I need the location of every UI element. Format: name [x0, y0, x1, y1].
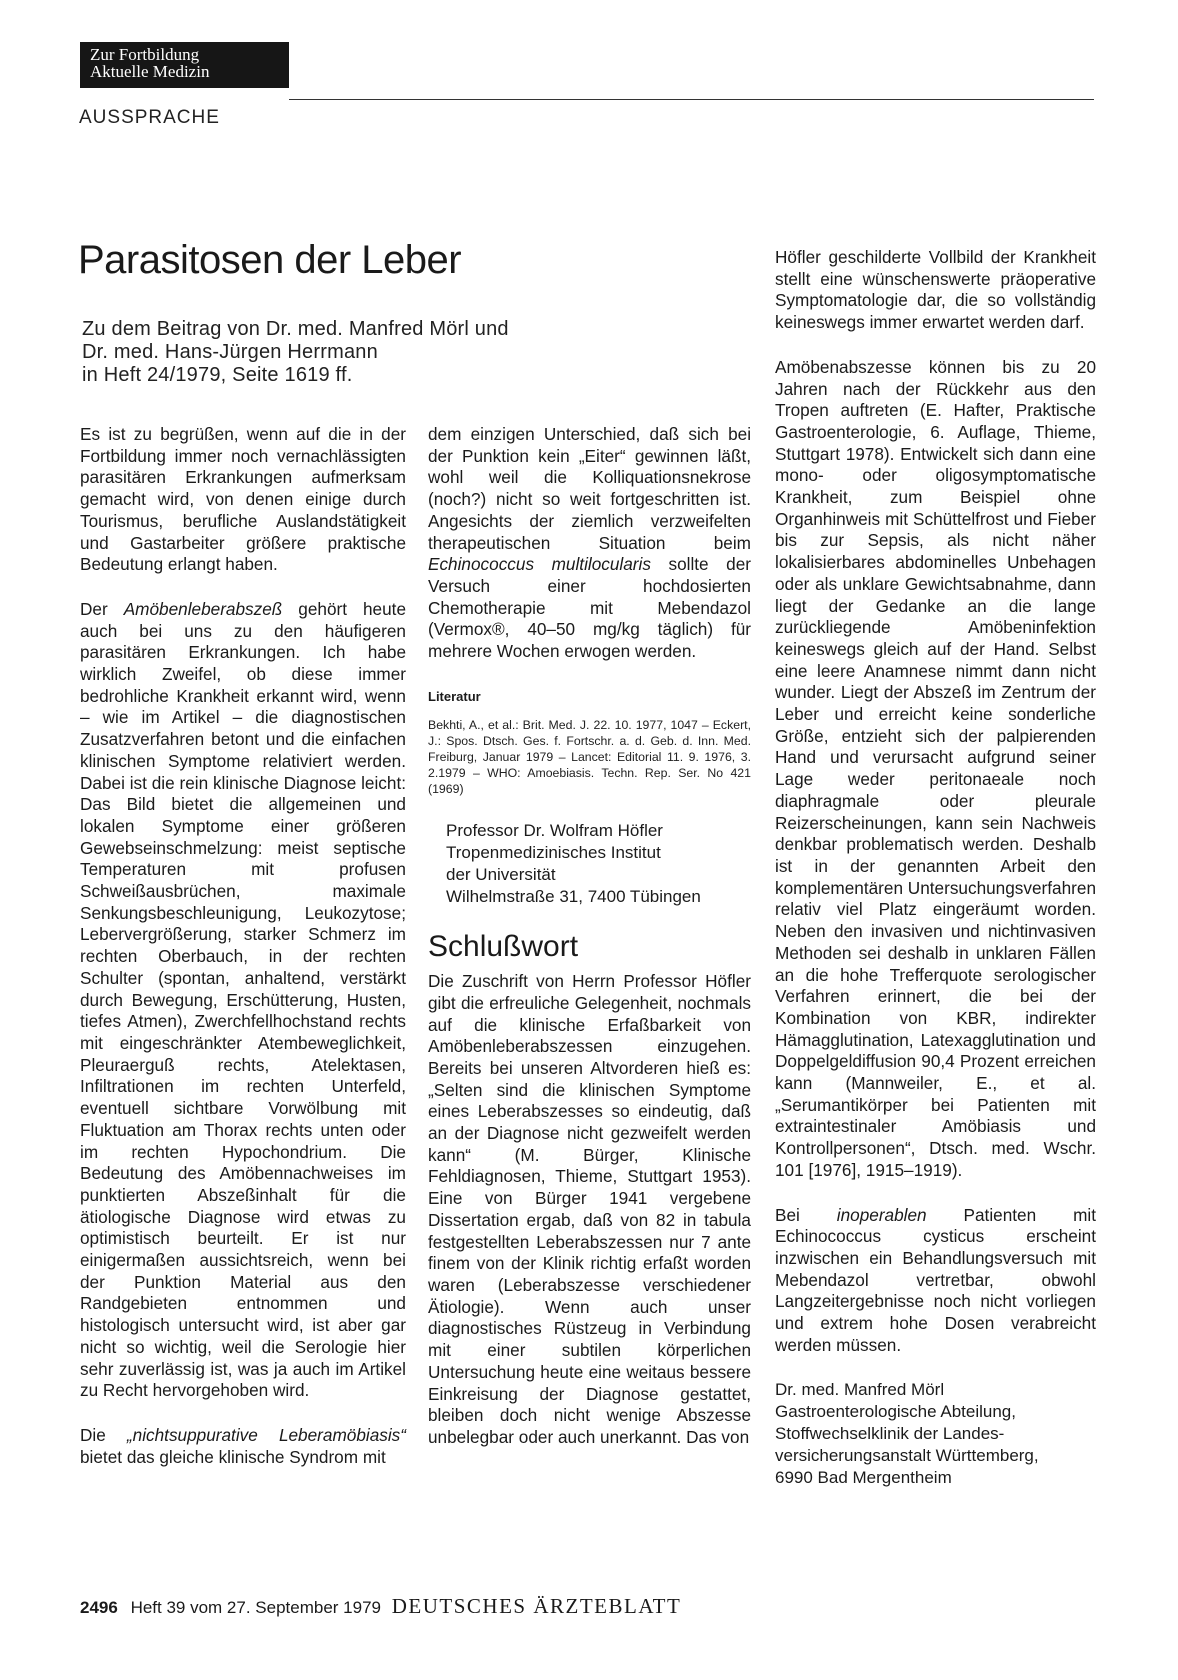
reply-paragraph-1: Die Zuschrift von Herrn Professor Höfler gibt die erfreuliche Gelegenheit, nochmals auf die klinische Erfaßbarkeit von Amöbenleberabszessen einzugehen. Bereits bei unseren Altvorderen hieß es: „Selten sind die klinischen Symptome eines Leberabszesses so eindeutig, daß an der Diagnose nicht gezweifelt werden kann“ (M. Bürger, Klinische Fehldiagnosen, Thieme, Stuttgart 1953). Eine von Bürger 1941 vergebene Dissertation ergab, daß von 82 in tabula festgestellten Leberabszessen nur 7 ante finem von der Klinik richtig erfaßt worden waren (Leberabszesse verschiedener Ätiologie). Wenn auch unser diagnostisches Rüstzeug in Verbindung mit einer subtilen körperlichen Untersuchung heute eine weitaus bessere Einkreisung der Diagnose gestattet, bleiben doch nicht wenige Abszesse unbelegbar oder auch unerkannt. Das von — [428, 971, 752, 1447]
header-rule — [289, 99, 1094, 100]
page-number: 2496 — [80, 1598, 118, 1617]
literature-heading: Literatur — [428, 688, 481, 704]
section-label: AUSSPRACHE — [79, 107, 220, 128]
column-2 — [428, 424, 751, 1472]
emphasis: inoperablen — [836, 1204, 927, 1225]
address-line: Tropenmedizinisches Institut — [446, 843, 661, 863]
signature-line: 6990 Bad Mergentheim — [775, 1468, 952, 1488]
letter-paragraph-3-continued: dem einzigen Unterschied, daß sich bei der Punktion kein „Eiter“ gewinnen läßt, wohl weil die Kolliquationsnekrose (noch?) nicht so weit fortgeschritten ist. Angesichts der ziemlich verzweifelten therapeutischen Situation beim Echinococcus multilocularis sollte der Versuch einer hochdosierten Chemotherapie mit Mebendazol (Vermox®, 40–50 mg/kg täglich) für mehrere Wochen erwogen werden. — [428, 424, 752, 662]
letter-paragraph-2: Der Amöbenleberabszeß gehört heute auch bei uns zu den häufigeren parasitären Erkrankungen. Ich habe wirklich Zweifel, ob diese immer bedrohliche Krankheit erkannt wird, wenn – wie im Artikel – die diagnostischen Zusatzverfahren betont und die einfachen klinischen Symptome relativiert werden. Dabei ist die rein klinische Diagnose leicht: Das Bild bietet die allgemeinen und lokalen Symptome einer größeren Gewebseinschmelzung: meist septische Temperaturen mit profusen Schweißausbrüchen, maximale Senkungsbeschleunigung, Leukozytose; Lebervergrößerung, starker Schmerz im rechten Oberbauch, in der rechten Schulter (spontan, anhaltend, verstärkt durch Bewegung, Erschütterung, Husten, tiefes Atmen), Zwerchfellhochstand rechts mit eingeschränkter Atembeweglichkeit, Pleuraerguß rechts, Atelektasen, Infiltrationen im rechten Unterfeld, eventuell sichtbare Vorwölbung mit Fluktuation am Thorax rechts unten oder im rechten Hypochondrium. Die Bedeutung des Amöbennachweises im punktierten Abszeßinhalt für die ätiologische Diagnose wird etwas zu optimistisch beurteilt. Er ist nur einigermaßen aussichtsreich, wenn bei der Punktion Material aus den Randgebieten entnommen und histologisch untersucht wird, ist aber gar nicht so wichtig, weil die Serologie hier sehr zuverlässig ist, was ja auch im Artikel zu Recht hervorgehoben wird. — [80, 598, 406, 1401]
page-footer — [80, 1594, 681, 1619]
badge-line-2: Aktuelle Medizin — [90, 62, 210, 81]
reply-paragraph-2: Amöbenabszesse können bis zu 20 Jahren nach der Rückkehr aus den Tropen auftreten (E. Hafter, Praktische Gastroenterologie, 6. Auflage, Thieme, Stuttgart 1978). Entwickelt sich dann eine mono- oder oligosymptomatische Krankheit, zum Beispiel ohne Organhinweis mit Schüttelfrost und Fieber bis zur Sepsis, als nicht näher lokalisierbares abdominelles Unbehagen oder als unklare Gewichtsabnahme, dann liegt der Gedanke an die lange zurückliegende Amöbeninfektion keineswegs gleich auf der Hand. Selbst eine leere Anamnese nimmt dann nicht wunder. Liegt der Abszeß im Zentrum der Leber und erreicht keine sonderliche Größe, entzieht sich der palpierenden Hand und verursacht aufgrund seiner Lage weder peritonaeale noch diaphragmale oder pleurale Reizerscheinungen, kann sein Nachweis denkbar problematisch werden. Deshalb ist in der genannten Arbeit den komplementären Untersuchungsverfahren relativ viel Platz eingeräumt worden. Neben den invasiven und nichtinvasiven Methoden sei deshalb in unklaren Fällen an die hohe Trefferquote serologischer Verfahren erinnert, die bei der Kombination von KBR, indirekter Hämagglutination, Latexagglutination und Doppelgeldiffusion 90,4 Prozent erreichen kann (Mannweiler, E., et al. „Serumantikörper bei Patienten mit extraintestinaler Amöbiasis und Kontrollpersonen“, Dtsch. med. Wschr. 101 [1976], 1915–1919). — [775, 356, 1097, 1180]
author-address — [428, 820, 751, 908]
letter-paragraph-3: Die „nichtsuppurative Leberamöbiasis“ bietet das gleiche klinische Syndrom mit — [80, 1424, 406, 1467]
signature-line: Stoffwechselklinik der Landes- — [775, 1424, 1005, 1444]
column-1 — [80, 424, 406, 1491]
subtitle-line: Zu dem Beitrag von Dr. med. Manfred Mörl und — [82, 318, 509, 340]
article-title: Parasitosen der Leber — [78, 238, 462, 282]
issue-info: Heft 39 vom 27. September 1979 — [130, 1598, 381, 1617]
subtitle-line: in Heft 24/1979, Seite 1619 ff. — [82, 364, 353, 386]
section-badge — [80, 42, 289, 88]
subtitle-line: Dr. med. Hans-Jürgen Herrmann — [82, 341, 378, 363]
column-3 — [775, 247, 1096, 1489]
address-line: Professor Dr. Wolfram Höfler — [446, 821, 663, 841]
emphasis: Amöbenleberabszeß — [123, 598, 283, 619]
signature-line: versicherungsanstalt Württemberg, — [775, 1446, 1039, 1466]
address-line: der Universität — [446, 865, 556, 885]
badge-line-1: Zur Fortbildung — [90, 45, 200, 64]
article-subtitle — [82, 318, 509, 387]
signature-line: Gastroenterologische Abteilung, — [775, 1402, 1016, 1422]
literature-references: Bekhti, A., et al.: Brit. Med. J. 22. 10. 1977, 1047 – Eckert, J.: Spos. Dtsch. Ges. f. Fortschr. a. d. Geb. d. Inn. Med. Freiburg, Januar 1979 – Lancet: Editorial 11. 9. 1976, 3. 2.1979 – WHO: Amoebiasis. Techn. Rep. Ser. No 421 (1969) — [428, 718, 751, 797]
signature-line: Dr. med. Manfred Mörl — [775, 1380, 945, 1400]
letter-paragraph-1: Es ist zu begrüßen, wenn auf die in der Fortbildung immer noch vernachlässigten parasitären Erkrankungen aufmerksam gemacht wird, von denen einige durch Tourismus, berufliche Auslandstätigkeit und Gastarbeiter größere praktische Bedeutung erlangt haben. — [80, 424, 406, 575]
reply-heading: Schlußwort — [428, 930, 579, 964]
reply-paragraph-1-continued: Höfler geschilderte Vollbild der Krankheit stellt eine wünschenswerte präoperative Symptomatologie dar, die so vollständig keineswegs immer erwartet werden darf. — [775, 247, 1097, 333]
reply-signature — [775, 1379, 1096, 1489]
address-line: Wilhelmstraße 31, 7400 Tübingen — [446, 887, 701, 907]
reply-paragraph-3: Bei inoperablen Patienten mit Echinococcus cysticus erscheint inzwischen ein Behandlungsversuch mit Mebendazol vertretbar, obwohl Langzeitergebnisse noch nicht vorliegen und extrem hohe Dosen verabreicht werden müssen. — [775, 1204, 1096, 1355]
magazine-name: DEUTSCHES ÄRZTEBLATT — [391, 1594, 682, 1618]
